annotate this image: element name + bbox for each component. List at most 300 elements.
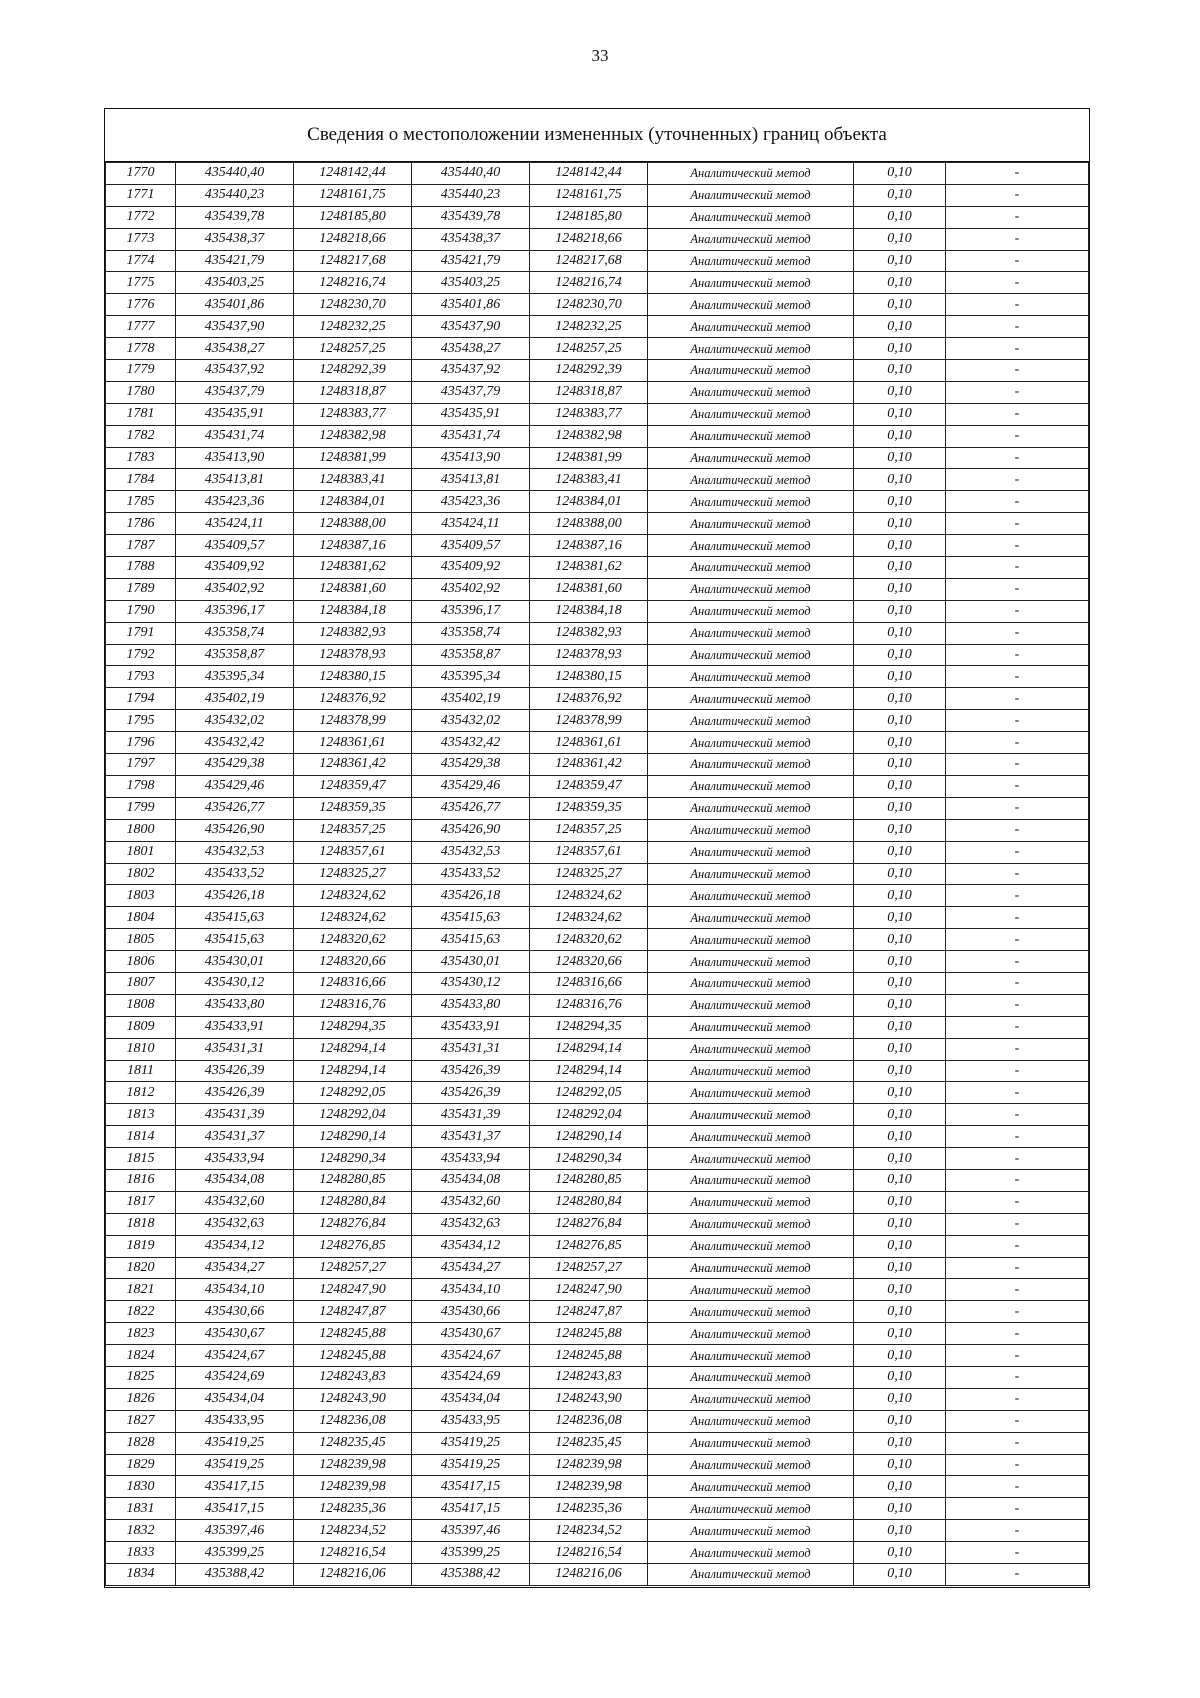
y-new-cell: 1248239,98 [530,1476,648,1498]
table-row [106,885,1089,907]
y-new-cell: 1248247,87 [530,1301,648,1323]
x-new-cell: 435423,36 [412,491,530,513]
precision-cell: 0,10 [854,294,946,316]
y-existing-cell: 1248245,88 [294,1323,412,1345]
coordinates-table [105,162,1089,1586]
y-existing-cell: 1248320,66 [294,951,412,973]
point-number-cell: 1811 [106,1060,176,1082]
table-row [106,907,1089,929]
method-cell: Аналитический метод [648,1454,854,1476]
table-row [106,360,1089,382]
x-existing-cell: 435417,15 [176,1498,294,1520]
x-new-cell: 435431,31 [412,1038,530,1060]
x-existing-cell: 435399,25 [176,1542,294,1564]
y-new-cell: 1248316,76 [530,994,648,1016]
table-row [106,1520,1089,1542]
method-cell: Аналитический метод [648,994,854,1016]
point-number-cell: 1807 [106,972,176,994]
x-existing-cell: 435409,92 [176,557,294,579]
x-existing-cell: 435437,79 [176,381,294,403]
point-number-cell: 1782 [106,425,176,447]
description-cell: - [946,1454,1089,1476]
y-new-cell: 1248280,84 [530,1191,648,1213]
point-number-cell: 1771 [106,184,176,206]
x-existing-cell: 435426,39 [176,1082,294,1104]
precision-cell: 0,10 [854,600,946,622]
precision-cell: 0,10 [854,272,946,294]
precision-cell: 0,10 [854,338,946,360]
y-new-cell: 1248216,74 [530,272,648,294]
point-number-cell: 1773 [106,228,176,250]
x-new-cell: 435437,90 [412,316,530,338]
x-existing-cell: 435439,78 [176,206,294,228]
point-number-cell: 1821 [106,1279,176,1301]
method-cell: Аналитический метод [648,863,854,885]
x-new-cell: 435424,11 [412,513,530,535]
x-existing-cell: 435402,19 [176,688,294,710]
x-existing-cell: 435402,92 [176,578,294,600]
point-number-cell: 1802 [106,863,176,885]
point-number-cell: 1772 [106,206,176,228]
x-new-cell: 435426,77 [412,797,530,819]
description-cell: - [946,1388,1089,1410]
y-existing-cell: 1248388,00 [294,513,412,535]
table-row [106,1323,1089,1345]
y-new-cell: 1248236,08 [530,1410,648,1432]
description-cell: - [946,228,1089,250]
table-row [106,1082,1089,1104]
x-existing-cell: 435433,91 [176,1016,294,1038]
method-cell: Аналитический метод [648,206,854,228]
x-new-cell: 435434,08 [412,1169,530,1191]
point-number-cell: 1787 [106,535,176,557]
method-cell: Аналитический метод [648,1126,854,1148]
x-new-cell: 435421,79 [412,250,530,272]
y-existing-cell: 1248235,36 [294,1498,412,1520]
method-cell: Аналитический метод [648,1323,854,1345]
method-cell: Аналитический метод [648,316,854,338]
x-existing-cell: 435388,42 [176,1564,294,1586]
table-row [106,622,1089,644]
coordinates-table-frame [104,108,1090,1588]
description-cell: - [946,360,1089,382]
table-row [106,972,1089,994]
x-existing-cell: 435419,25 [176,1432,294,1454]
method-cell: Аналитический метод [648,732,854,754]
point-number-cell: 1813 [106,1104,176,1126]
y-existing-cell: 1248257,25 [294,338,412,360]
x-new-cell: 435440,40 [412,163,530,185]
x-existing-cell: 435426,77 [176,797,294,819]
method-cell: Аналитический метод [648,1301,854,1323]
precision-cell: 0,10 [854,1104,946,1126]
y-new-cell: 1248324,62 [530,907,648,929]
precision-cell: 0,10 [854,1235,946,1257]
precision-cell: 0,10 [854,316,946,338]
precision-cell: 0,10 [854,447,946,469]
y-existing-cell: 1248359,47 [294,775,412,797]
y-new-cell: 1248216,54 [530,1542,648,1564]
description-cell: - [946,1345,1089,1367]
y-existing-cell: 1248243,83 [294,1366,412,1388]
precision-cell: 0,10 [854,250,946,272]
y-existing-cell: 1248320,62 [294,929,412,951]
method-cell: Аналитический метод [648,1564,854,1586]
y-new-cell: 1248324,62 [530,885,648,907]
y-new-cell: 1248217,68 [530,250,648,272]
precision-cell: 0,10 [854,535,946,557]
description-cell: - [946,972,1089,994]
method-cell: Аналитический метод [648,1060,854,1082]
table-row [106,1301,1089,1323]
x-new-cell: 435426,39 [412,1082,530,1104]
y-existing-cell: 1248357,61 [294,841,412,863]
description-cell: - [946,1235,1089,1257]
point-number-cell: 1830 [106,1476,176,1498]
y-new-cell: 1248382,93 [530,622,648,644]
description-cell: - [946,732,1089,754]
description-cell: - [946,294,1089,316]
y-new-cell: 1248320,66 [530,951,648,973]
method-cell: Аналитический метод [648,972,854,994]
x-new-cell: 435396,17 [412,600,530,622]
y-new-cell: 1248361,42 [530,754,648,776]
y-existing-cell: 1248361,61 [294,732,412,754]
method-cell: Аналитический метод [648,775,854,797]
x-new-cell: 435440,23 [412,184,530,206]
x-existing-cell: 435431,39 [176,1104,294,1126]
x-existing-cell: 435430,12 [176,972,294,994]
x-existing-cell: 435413,90 [176,447,294,469]
precision-cell: 0,10 [854,1345,946,1367]
description-cell: - [946,1323,1089,1345]
table-row [106,1564,1089,1586]
method-cell: Аналитический метод [648,1038,854,1060]
table-row [106,403,1089,425]
y-existing-cell: 1248316,66 [294,972,412,994]
description-cell: - [946,1191,1089,1213]
y-existing-cell: 1248359,35 [294,797,412,819]
point-number-cell: 1801 [106,841,176,863]
method-cell: Аналитический метод [648,1542,854,1564]
x-new-cell: 435433,95 [412,1410,530,1432]
precision-cell: 0,10 [854,1191,946,1213]
point-number-cell: 1819 [106,1235,176,1257]
method-cell: Аналитический метод [648,1366,854,1388]
x-new-cell: 435432,63 [412,1213,530,1235]
method-cell: Аналитический метод [648,557,854,579]
x-new-cell: 435432,42 [412,732,530,754]
method-cell: Аналитический метод [648,644,854,666]
method-cell: Аналитический метод [648,381,854,403]
table-row [106,929,1089,951]
y-existing-cell: 1248387,16 [294,535,412,557]
table-row [106,1126,1089,1148]
description-cell: - [946,1126,1089,1148]
table-row [106,644,1089,666]
table-row [106,994,1089,1016]
precision-cell: 0,10 [854,1257,946,1279]
x-new-cell: 435439,78 [412,206,530,228]
y-existing-cell: 1248276,85 [294,1235,412,1257]
precision-cell: 0,10 [854,1213,946,1235]
y-new-cell: 1248243,83 [530,1366,648,1388]
description-cell: - [946,447,1089,469]
method-cell: Аналитический метод [648,184,854,206]
method-cell: Аналитический метод [648,1498,854,1520]
x-existing-cell: 435429,38 [176,754,294,776]
precision-cell: 0,10 [854,1301,946,1323]
y-new-cell: 1248280,85 [530,1169,648,1191]
page-number: 33 [591,46,609,65]
y-new-cell: 1248218,66 [530,228,648,250]
y-new-cell: 1248384,18 [530,600,648,622]
table-row [106,491,1089,513]
x-new-cell: 435434,27 [412,1257,530,1279]
y-new-cell: 1248290,34 [530,1148,648,1170]
table-row [106,1148,1089,1170]
point-number-cell: 1770 [106,163,176,185]
precision-cell: 0,10 [854,644,946,666]
x-new-cell: 435438,27 [412,338,530,360]
method-cell: Аналитический метод [648,1432,854,1454]
x-existing-cell: 435419,25 [176,1454,294,1476]
table-row [106,841,1089,863]
precision-cell: 0,10 [854,1060,946,1082]
table-row [106,1213,1089,1235]
table-row [106,863,1089,885]
y-existing-cell: 1248292,39 [294,360,412,382]
y-new-cell: 1248276,84 [530,1213,648,1235]
y-new-cell: 1248382,98 [530,425,648,447]
table-row [106,819,1089,841]
point-number-cell: 1793 [106,666,176,688]
point-number-cell: 1784 [106,469,176,491]
precision-cell: 0,10 [854,666,946,688]
x-existing-cell: 435409,57 [176,535,294,557]
y-existing-cell: 1248378,93 [294,644,412,666]
method-cell: Аналитический метод [648,929,854,951]
table-row [106,666,1089,688]
method-cell: Аналитический метод [648,1169,854,1191]
description-cell: - [946,578,1089,600]
point-number-cell: 1777 [106,316,176,338]
precision-cell: 0,10 [854,1410,946,1432]
y-existing-cell: 1248280,84 [294,1191,412,1213]
method-cell: Аналитический метод [648,1191,854,1213]
point-number-cell: 1792 [106,644,176,666]
y-new-cell: 1248290,14 [530,1126,648,1148]
y-new-cell: 1248235,36 [530,1498,648,1520]
point-number-cell: 1832 [106,1520,176,1542]
y-existing-cell: 1248382,93 [294,622,412,644]
description-cell: - [946,841,1089,863]
y-new-cell: 1248361,61 [530,732,648,754]
x-new-cell: 435433,52 [412,863,530,885]
y-existing-cell: 1248325,27 [294,863,412,885]
x-new-cell: 435434,04 [412,1388,530,1410]
x-existing-cell: 435424,11 [176,513,294,535]
x-existing-cell: 435432,02 [176,710,294,732]
table-row [106,316,1089,338]
x-existing-cell: 435437,92 [176,360,294,382]
x-new-cell: 435415,63 [412,907,530,929]
y-new-cell: 1248235,45 [530,1432,648,1454]
description-cell: - [946,206,1089,228]
precision-cell: 0,10 [854,797,946,819]
x-existing-cell: 435424,69 [176,1366,294,1388]
y-existing-cell: 1248245,88 [294,1345,412,1367]
x-new-cell: 435430,01 [412,951,530,973]
y-new-cell: 1248378,93 [530,644,648,666]
y-new-cell: 1248381,60 [530,578,648,600]
precision-cell: 0,10 [854,1432,946,1454]
y-new-cell: 1248378,99 [530,710,648,732]
description-cell: - [946,1498,1089,1520]
y-existing-cell: 1248294,35 [294,1016,412,1038]
y-new-cell: 1248230,70 [530,294,648,316]
y-existing-cell: 1248216,06 [294,1564,412,1586]
point-number-cell: 1826 [106,1388,176,1410]
y-existing-cell: 1248247,90 [294,1279,412,1301]
precision-cell: 0,10 [854,907,946,929]
method-cell: Аналитический метод [648,447,854,469]
table-row [106,1498,1089,1520]
point-number-cell: 1823 [106,1323,176,1345]
precision-cell: 0,10 [854,578,946,600]
precision-cell: 0,10 [854,1038,946,1060]
point-number-cell: 1799 [106,797,176,819]
x-existing-cell: 435433,95 [176,1410,294,1432]
y-new-cell: 1248234,52 [530,1520,648,1542]
description-cell: - [946,557,1089,579]
table-row [106,600,1089,622]
table-row [106,250,1089,272]
y-new-cell: 1248381,62 [530,557,648,579]
y-new-cell: 1248294,14 [530,1038,648,1060]
x-new-cell: 435424,69 [412,1366,530,1388]
x-new-cell: 435424,67 [412,1345,530,1367]
description-cell: - [946,272,1089,294]
x-existing-cell: 435396,17 [176,600,294,622]
x-existing-cell: 435438,27 [176,338,294,360]
description-cell: - [946,513,1089,535]
y-existing-cell: 1248239,98 [294,1476,412,1498]
table-row [106,1454,1089,1476]
x-new-cell: 435426,90 [412,819,530,841]
y-new-cell: 1248383,41 [530,469,648,491]
y-new-cell: 1248387,16 [530,535,648,557]
x-new-cell: 435431,39 [412,1104,530,1126]
table-row [106,775,1089,797]
description-cell: - [946,1410,1089,1432]
y-existing-cell: 1248294,14 [294,1060,412,1082]
table-row [106,228,1089,250]
table-row [106,578,1089,600]
description-cell: - [946,491,1089,513]
method-cell: Аналитический метод [648,1410,854,1432]
table-row [106,469,1089,491]
y-existing-cell: 1248384,01 [294,491,412,513]
method-cell: Аналитический метод [648,885,854,907]
precision-cell: 0,10 [854,360,946,382]
x-new-cell: 435431,74 [412,425,530,447]
table-row [106,447,1089,469]
table-row [106,557,1089,579]
x-new-cell: 435435,91 [412,403,530,425]
precision-cell: 0,10 [854,622,946,644]
x-existing-cell: 435432,63 [176,1213,294,1235]
x-existing-cell: 435423,36 [176,491,294,513]
table-row [106,272,1089,294]
y-existing-cell: 1248357,25 [294,819,412,841]
precision-cell: 0,10 [854,184,946,206]
precision-cell: 0,10 [854,381,946,403]
precision-cell: 0,10 [854,1388,946,1410]
x-new-cell: 435419,25 [412,1432,530,1454]
x-new-cell: 435430,12 [412,972,530,994]
y-existing-cell: 1248232,25 [294,316,412,338]
y-new-cell: 1248316,66 [530,972,648,994]
method-cell: Аналитический метод [648,819,854,841]
precision-cell: 0,10 [854,1148,946,1170]
point-number-cell: 1776 [106,294,176,316]
x-new-cell: 435409,92 [412,557,530,579]
method-cell: Аналитический метод [648,1388,854,1410]
y-existing-cell: 1248316,76 [294,994,412,1016]
x-existing-cell: 435434,08 [176,1169,294,1191]
point-number-cell: 1781 [106,403,176,425]
y-new-cell: 1248318,87 [530,381,648,403]
method-cell: Аналитический метод [648,513,854,535]
x-existing-cell: 435435,91 [176,403,294,425]
description-cell: - [946,1257,1089,1279]
point-number-cell: 1785 [106,491,176,513]
x-existing-cell: 435430,67 [176,1323,294,1345]
table-row [106,294,1089,316]
description-cell: - [946,885,1089,907]
table-row [106,754,1089,776]
method-cell: Аналитический метод [648,1257,854,1279]
table-row [106,1169,1089,1191]
precision-cell: 0,10 [854,163,946,185]
y-new-cell: 1248359,47 [530,775,648,797]
x-existing-cell: 435438,37 [176,228,294,250]
precision-cell: 0,10 [854,994,946,1016]
method-cell: Аналитический метод [648,469,854,491]
x-existing-cell: 435440,40 [176,163,294,185]
y-existing-cell: 1248218,66 [294,228,412,250]
x-existing-cell: 435431,31 [176,1038,294,1060]
y-new-cell: 1248243,90 [530,1388,648,1410]
x-new-cell: 435437,79 [412,381,530,403]
x-existing-cell: 435413,81 [176,469,294,491]
table-title: Сведения о местоположении измененных (уточненных) границ объекта [105,109,1089,162]
point-number-cell: 1779 [106,360,176,382]
description-cell: - [946,600,1089,622]
y-existing-cell: 1248185,80 [294,206,412,228]
y-new-cell: 1248384,01 [530,491,648,513]
x-new-cell: 435413,90 [412,447,530,469]
x-new-cell: 435433,94 [412,1148,530,1170]
y-existing-cell: 1248276,84 [294,1213,412,1235]
table-row [106,1410,1089,1432]
table-row [106,1235,1089,1257]
precision-cell: 0,10 [854,754,946,776]
x-new-cell: 435399,25 [412,1542,530,1564]
y-existing-cell: 1248217,68 [294,250,412,272]
method-cell: Аналитический метод [648,622,854,644]
